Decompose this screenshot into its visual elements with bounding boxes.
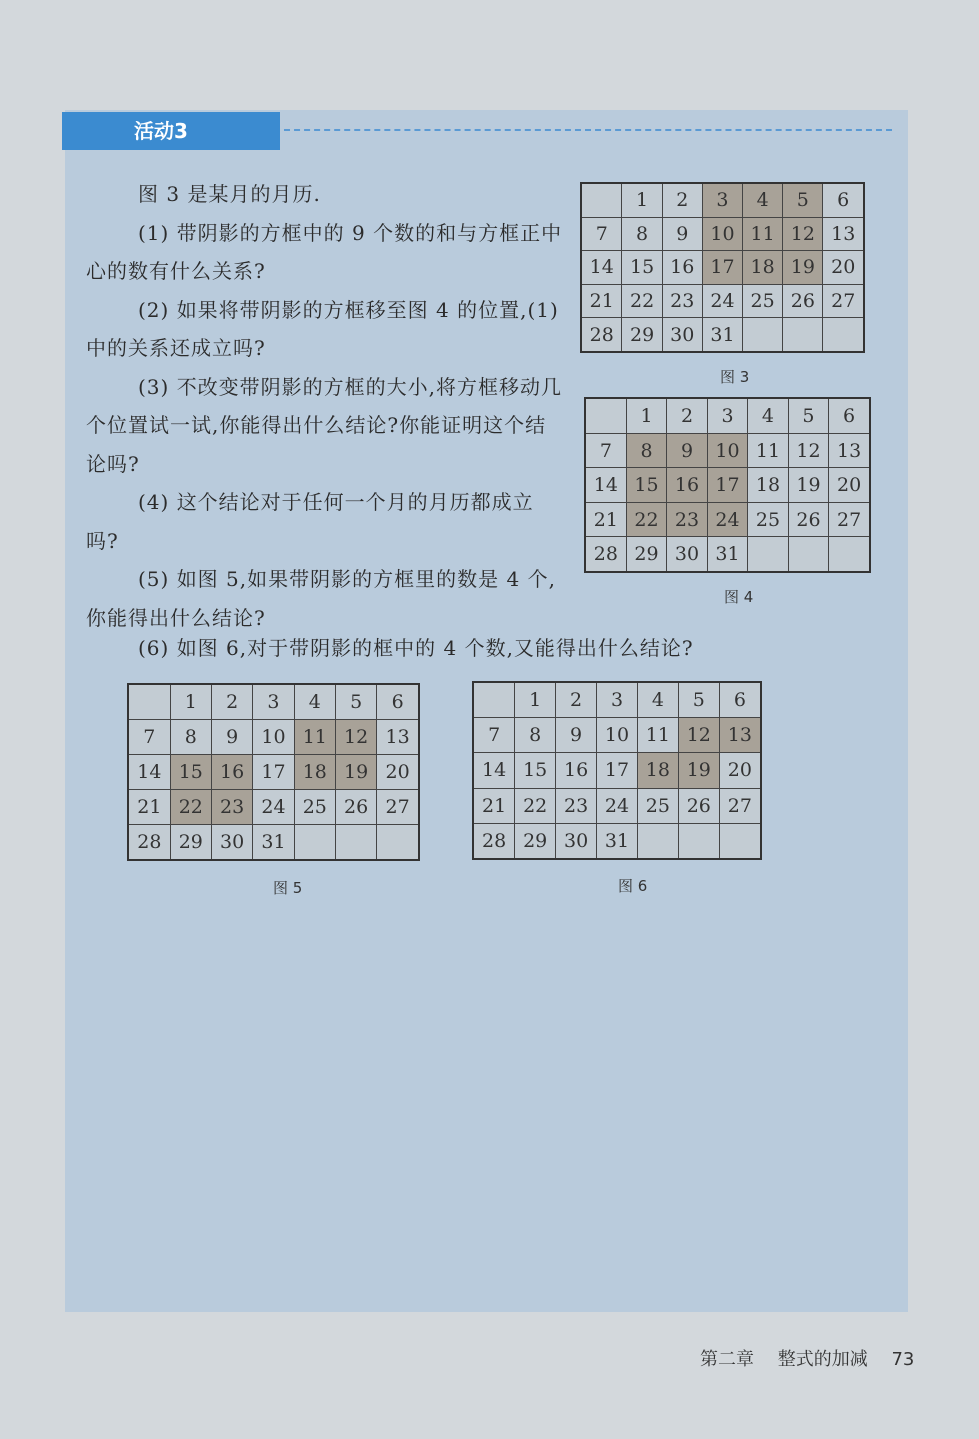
calendar-cell <box>748 537 788 572</box>
calendar-cell: 13 <box>823 217 864 251</box>
calendar-cell: 25 <box>294 789 335 824</box>
calendar-cell: 20 <box>829 468 870 503</box>
calendar-cell: 12 <box>678 718 719 753</box>
calendar-cell: 11 <box>743 217 783 251</box>
calendar-cell: 10 <box>707 433 747 468</box>
calendar-cell <box>783 318 823 352</box>
calendar-cell: 1 <box>515 682 556 718</box>
calendar-cell: 19 <box>678 753 719 788</box>
calendar-cell: 29 <box>515 823 556 859</box>
calendar-cell: 14 <box>581 251 622 285</box>
calendar-cell: 28 <box>128 824 170 860</box>
chapter-label: 第二章 <box>700 1349 754 1370</box>
calendar-cell: 2 <box>662 183 702 217</box>
calendar-cell <box>719 823 761 859</box>
calendar-cell: 3 <box>702 183 742 217</box>
calendar-cell: 14 <box>585 468 626 503</box>
calendar-cell: 19 <box>335 755 376 790</box>
paragraph: (2) 如果将带阴影的方框移至图 4 的位置,(1) 中的关系还成立吗? <box>86 297 559 360</box>
paragraph: 图 3 是某月的月历. <box>138 182 321 206</box>
calendar-cell: 30 <box>211 824 252 860</box>
paragraph: (3) 不改变带阴影的方框的大小,将方框移动几个位置试一试,你能得出什么结论?你能证明这个结论吗? <box>86 374 563 476</box>
calendar-cell: 5 <box>678 682 719 718</box>
calendar-cell: 21 <box>585 502 626 537</box>
calendar-cell: 6 <box>823 183 864 217</box>
calendar-cell: 20 <box>377 755 419 790</box>
calendar-cell: 20 <box>719 753 761 788</box>
calendar-cell <box>128 684 170 720</box>
calendar-cell: 7 <box>473 718 515 753</box>
paragraph: (1) 带阴影的方框中的 9 个数的和与方框正中心的数有什么关系? <box>86 220 563 283</box>
calendar-cell: 26 <box>678 788 719 823</box>
calendar-cell: 31 <box>253 824 294 860</box>
calendar-cell: 26 <box>783 284 823 318</box>
calendar-cell: 21 <box>128 789 170 824</box>
calendar-cell: 8 <box>626 433 666 468</box>
calendar-cell: 29 <box>170 824 211 860</box>
calendar-cell: 5 <box>335 684 376 720</box>
calendar-cell: 27 <box>377 789 419 824</box>
calendar-cell <box>829 537 870 572</box>
calendar-cell <box>678 823 719 859</box>
calendar-figure-5 <box>127 683 420 861</box>
chapter-title: 整式的加减 <box>777 1349 868 1370</box>
calendar-cell: 6 <box>377 684 419 720</box>
calendar-cell <box>743 318 783 352</box>
calendar-cell: 30 <box>662 318 702 352</box>
calendar-cell: 12 <box>335 720 376 755</box>
calendar-cell: 14 <box>128 755 170 790</box>
calendar-cell: 9 <box>662 217 702 251</box>
calendar-cell: 8 <box>170 720 211 755</box>
calendar-cell: 11 <box>294 720 335 755</box>
calendar-cell: 12 <box>788 433 828 468</box>
calendar-cell: 25 <box>637 788 678 823</box>
calendar-cell: 23 <box>211 789 252 824</box>
calendar-cell: 19 <box>783 251 823 285</box>
calendar-cell: 11 <box>748 433 788 468</box>
calendar-cell: 6 <box>829 398 870 433</box>
calendar-cell <box>637 823 678 859</box>
calendar-cell: 13 <box>829 433 870 468</box>
calendar-cell: 2 <box>556 682 597 718</box>
calendar-cell: 21 <box>581 284 622 318</box>
calendar-cell: 30 <box>667 537 707 572</box>
calendar-cell: 29 <box>622 318 662 352</box>
calendar-cell: 16 <box>667 468 707 503</box>
calendar-cell: 20 <box>823 251 864 285</box>
page-number: 73 <box>891 1349 915 1370</box>
calendar-cell <box>788 537 828 572</box>
calendar-cell: 18 <box>748 468 788 503</box>
calendar-cell: 1 <box>622 183 662 217</box>
calendar-cell: 4 <box>748 398 788 433</box>
calendar-cell: 18 <box>743 251 783 285</box>
calendar-cell: 22 <box>170 789 211 824</box>
calendar-cell <box>581 183 622 217</box>
header-dashed-divider <box>284 129 892 131</box>
calendar-cell: 21 <box>473 788 515 823</box>
calendar-cell: 4 <box>637 682 678 718</box>
calendar-cell: 23 <box>556 788 597 823</box>
calendar-cell: 16 <box>211 755 252 790</box>
calendar-cell: 27 <box>829 502 870 537</box>
calendar-cell: 18 <box>294 755 335 790</box>
calendar-cell: 16 <box>662 251 702 285</box>
calendar-cell: 27 <box>823 284 864 318</box>
calendar-cell: 19 <box>788 468 828 503</box>
calendar-cell: 13 <box>377 720 419 755</box>
figure-caption: 图 6 <box>618 877 648 895</box>
calendar-cell: 8 <box>622 217 662 251</box>
calendar-cell: 9 <box>211 720 252 755</box>
calendar-cell: 9 <box>556 718 597 753</box>
calendar-cell: 3 <box>707 398 747 433</box>
question-6: (6) 如图 6,对于带阴影的框中的 4 个数,又能得出什么结论? <box>138 636 694 660</box>
calendar-cell: 15 <box>622 251 662 285</box>
calendar-cell: 7 <box>128 720 170 755</box>
calendar-cell: 1 <box>626 398 666 433</box>
calendar-cell: 23 <box>662 284 702 318</box>
calendar-cell: 24 <box>707 502 747 537</box>
calendar-cell: 27 <box>719 788 761 823</box>
calendar-cell: 17 <box>253 755 294 790</box>
calendar-cell: 7 <box>581 217 622 251</box>
calendar-cell: 5 <box>788 398 828 433</box>
calendar-cell <box>335 824 376 860</box>
calendar-cell <box>294 824 335 860</box>
calendar-cell: 17 <box>707 468 747 503</box>
calendar-cell: 17 <box>702 251 742 285</box>
calendar-cell: 31 <box>707 537 747 572</box>
calendar-cell: 18 <box>637 753 678 788</box>
calendar-cell: 12 <box>783 217 823 251</box>
calendar-cell: 22 <box>622 284 662 318</box>
calendar-cell: 22 <box>515 788 556 823</box>
calendar-cell: 28 <box>473 823 515 859</box>
calendar-cell: 25 <box>743 284 783 318</box>
calendar-figure-3 <box>580 182 865 353</box>
calendar-cell: 9 <box>667 433 707 468</box>
calendar-cell: 15 <box>515 753 556 788</box>
paragraph: (4) 这个结论对于任何一个月的月历都成立吗? <box>86 490 534 553</box>
calendar-cell <box>585 398 626 433</box>
calendar-cell <box>473 682 515 718</box>
activity-tab: 活动3 <box>62 112 280 150</box>
calendar-cell: 1 <box>170 684 211 720</box>
calendar-cell: 10 <box>597 718 638 753</box>
calendar-cell: 16 <box>556 753 597 788</box>
calendar-cell: 26 <box>335 789 376 824</box>
calendar-cell: 5 <box>783 183 823 217</box>
calendar-cell: 28 <box>585 537 626 572</box>
calendar-cell: 6 <box>719 682 761 718</box>
figure-caption: 图 5 <box>273 879 303 897</box>
calendar-cell: 25 <box>748 502 788 537</box>
calendar-cell: 8 <box>515 718 556 753</box>
calendar-cell: 4 <box>294 684 335 720</box>
calendar-cell: 15 <box>626 468 666 503</box>
calendar-cell: 10 <box>253 720 294 755</box>
calendar-cell: 2 <box>667 398 707 433</box>
figure-caption: 图 3 <box>720 368 750 386</box>
calendar-cell: 10 <box>702 217 742 251</box>
calendar-cell: 4 <box>743 183 783 217</box>
calendar-cell: 31 <box>597 823 638 859</box>
calendar-cell: 24 <box>597 788 638 823</box>
calendar-cell: 24 <box>253 789 294 824</box>
calendar-cell: 3 <box>253 684 294 720</box>
calendar-cell: 23 <box>667 502 707 537</box>
calendar-figure-4 <box>584 397 871 573</box>
calendar-cell: 29 <box>626 537 666 572</box>
calendar-cell: 17 <box>597 753 638 788</box>
calendar-cell: 2 <box>211 684 252 720</box>
figure-caption: 图 4 <box>724 588 754 606</box>
calendar-cell: 24 <box>702 284 742 318</box>
calendar-cell <box>377 824 419 860</box>
calendar-cell: 7 <box>585 433 626 468</box>
calendar-cell: 15 <box>170 755 211 790</box>
calendar-figure-6 <box>472 681 762 860</box>
calendar-cell <box>823 318 864 352</box>
calendar-cell: 30 <box>556 823 597 859</box>
calendar-cell: 26 <box>788 502 828 537</box>
calendar-cell: 31 <box>702 318 742 352</box>
calendar-cell: 11 <box>637 718 678 753</box>
activity-text <box>86 175 566 637</box>
calendar-cell: 28 <box>581 318 622 352</box>
page-footer <box>700 1345 932 1371</box>
calendar-cell: 14 <box>473 753 515 788</box>
paragraph: (5) 如图 5,如果带阴影的方框里的数是 4 个,你能得出什么结论? <box>86 567 556 630</box>
calendar-cell: 13 <box>719 718 761 753</box>
calendar-cell: 3 <box>597 682 638 718</box>
calendar-cell: 22 <box>626 502 666 537</box>
